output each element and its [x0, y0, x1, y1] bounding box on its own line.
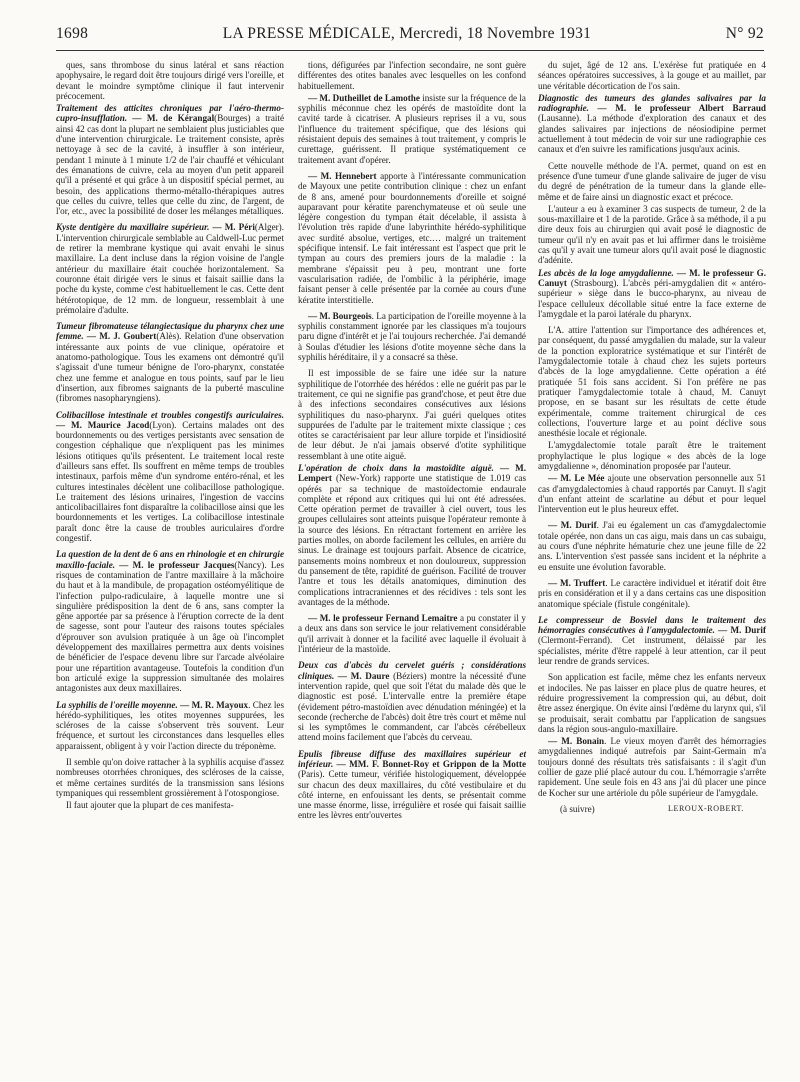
article — [298, 660, 526, 742]
article-body: . Le vieux moyen d'arrêt des hémorragies amygdaliennes indiqué autrefois par Saint-Germain m'a toujours donné des résultats très satisfaisants : il s'agit d'un collier de gaze plié placé autour du cou. L'hémorragie s'arrête rapidement. Une seule fois en 43 ans j'ai dû placer une pince de Kocher sur une artériole du pôle supérieur de l'amygdale. — [538, 736, 766, 798]
article-heading: Colibacillose intestinale et troubles congestifs auriculaires. — — [56, 409, 284, 430]
article-body: apporte à l'intéressante communication de Mayoux une petite contribution clinique : chez un enfant de 8 ans, amené pour bourdonnements d'oreille et soigné auparavant pour kératite parenchymateuse et où seule une légère congestion du tympan était décelable, il assista à l'évolution très rapide d'une labyrinthite hérédo-syphilitique avec surdité absolue, vertiges, etc.… malgré un traitement spécifique intensif. Le fait intéressant est l'aspect que prit le tympan au cours des premiers jours de la maladie : la membrane s'épaissit peu à peu, montrant une forte vascularisation radiée, de l'ombilic à la périphérie, image faisant penser à celle présentée par la cornée au cours d'une kératite interstitielle. — [298, 170, 526, 305]
article-body: . J'ai eu également un cas d'amygdalectomie totale opérée, non dans un cas aigu, mais dans un cas subaigu, au cours d'une néphrite hématurie chez une jeune fille de 22 ans. L'intervention s'est passée sans incident et la néphrite a eu ensuite une évolution favorable. — [538, 520, 767, 572]
article-body: a pu constater il y a deux ans dans son service le jour relativement considérable qu'il arrivait à donner et la facilité avec laquelle il évoluait à l'intérieur de la mastoïde. — [298, 613, 526, 655]
article-heading: La syphilis de l'oreille moyenne. — — [56, 699, 192, 710]
continuation-note: (à suivre) — [560, 803, 595, 814]
article-author: M. de Kérangal — [146, 113, 215, 124]
article — [538, 736, 766, 798]
article — [298, 613, 526, 654]
article-author: MM. F. Bonnet-Roy et Grippon de la Motte — [349, 759, 526, 769]
paragraph: L'auteur a eu à examiner 3 cas suspects de tumeur, 2 de la sous-maxillaire et 1 de la parotide. Grâce à sa méthode, il a pu dire deux fois au chirurgien qui avait posé le diagnostic de tumeur qu'il n'y en avait pas et lui affirmer dans le troisième cas qu'il y avait une tumeur alors qu'il avait posé le diagnostic d'adénite. — [538, 203, 766, 266]
article — [538, 578, 766, 609]
article-heading: L'opération de choix dans la mastoïdite aiguë. — — [298, 462, 516, 473]
author-signature: LEROUX-ROBERT. — [668, 803, 744, 813]
article-body: (Lausanne). La méthode d'exploration des canaux et des glandes salivaires par injections de néosiodipine permet actuellement à tout médecin de voir sur une radiographie ces canaux et d'en suivre les ramifications jusqu'aux acinis. — [538, 113, 766, 155]
column-3 — [538, 60, 766, 814]
journal-title: LA PRESSE MÉDICALE, Mercredi, 18 Novembre 1931 — [222, 25, 592, 42]
paragraph: tions, défigurées par l'infection secondaire, ne sont guère différentes des otites banales avec lesquelles on les confond habituellement. — [298, 60, 526, 91]
article-body: . Chez les hérédo-syphilitiques, les otites moyennes suppurées, les scléroses de la caisse s'observent très souvent. Leur fréquence, et surtout les circonstances dans lesquelles elles apparaissent, obligent à y voir l'action directe du tréponème. — [56, 699, 285, 751]
article-author: — M. Bonain — [548, 736, 605, 747]
article-author: — M. Hennebert — [308, 170, 377, 181]
article-author: M. le professeur G. Canuyt — [538, 267, 766, 288]
article-body: (Béziers) montre la nécessité d'une intervention rapide, quel que soit l'état du malade dès que le diagnostic est posé. L'intervalle entre la première étape (évidement pétro-mastoïdien avec dénudation méningée) et la seconde (recherche de l'abcès) doit être très court et même nul si les symptômes le commandent, car l'abcès cérébelleux attend moins facilement que l'abcès du cerveau. — [298, 670, 526, 743]
article-heading: Kyste dentigère du maxillaire supérieur. — — [56, 222, 225, 233]
article — [56, 410, 284, 544]
article-heading: Deux cas d'abcès du cervelet guéris ; considérations cliniques. — — [298, 660, 526, 681]
article-body: insiste sur la fréquence de la syphilis méconnue chez les opérés de mastoïdite dont la cavité tarde à cicatriser. A plusieurs reprises il a vu, sous l'influence du traitement spécifique, que des lésions qui résistaient depuis des semaines à tout traitement, y compris le curettage, guérissent. Il pratique systématiquement ce traitement avant d'opérer. — [298, 92, 526, 165]
article — [538, 268, 766, 319]
article-body: (Lyon). Certains malades ont des bourdonnements ou des vertiges persistants avec sensation de congestion céphalique que n'expliquent pas les minimes lésions otitiques qu'ils présentent. Le traitement local reste d'ailleurs sans effet. Ils souffrent en même temps de troubles intestinaux, parfois même d'un syndrome entéro-rénal, et les cultures intestinales décèlent une colibacillose pathologique. Le traitement des lésions urinaires, l'ingestion de vaccins anticolibacillaires font disparaître la colibacillose ainsi que les bourdonnements et les vertiges. La colibacillose intestinale paraît donc être la cause de troubles auriculaires d'ordre congestif. — [56, 419, 285, 544]
article — [298, 749, 526, 821]
article-author: M. Maurice Jacod — [70, 419, 150, 430]
article-heading: Tumeur fibromateuse télangiectasique du pharynx chez une femme. — — [56, 321, 284, 342]
article-author: M. R. Mayoux — [191, 699, 249, 710]
article-author: — M. Dutheillet de Lamothe — [308, 92, 420, 103]
continuation-line — [538, 804, 766, 814]
paragraph: du sujet, âgé de 12 ans. L'exérèse fut pratiquée en 4 séances opératoires successives, à la gouge et au maillet, par une véritable décortication de l'os sain. — [538, 60, 766, 91]
article — [538, 473, 766, 514]
paragraph: Il faut ajouter que la plupart de ces manifesta- — [66, 800, 234, 811]
article — [56, 103, 284, 216]
article-author: M. le professeur Jacques — [132, 559, 235, 570]
article — [56, 222, 284, 315]
article-author: M. Lempert — [298, 462, 526, 484]
article-body: (Clermont-Ferrand). Cet instrument, délaissé par les spécialistes, mérite d'être rappelé à leur attention, car il peut leur rendre de grands services. — [538, 635, 766, 667]
article — [298, 93, 526, 165]
paragraph: Cette nouvelle méthode de l'A. permet, quand on est en présence d'une tumeur d'une glande salivaire de juger de visu du degré de pénétration de la tumeur dans la glande elle-même et de faire ainsi un diagnostic exact et précoce. — [538, 160, 766, 202]
issue-number: N° 92 — [725, 25, 764, 42]
article — [56, 700, 284, 751]
article-body: (Strasbourg). L'abcès péri-amygdalien dit « antéro-supérieur » siège dans le bucco-pharynx, au niveau de l'espace celluleux décollable situé entre la face externe de l'amygdale et la paroi latérale du pharynx. — [538, 277, 766, 319]
page-number: 1698 — [56, 25, 89, 42]
article-heading: Traitement des atticites chroniques par l'aéro-thermo-cupro-insufflation. — — [56, 103, 284, 124]
article-author: M. Durif — [730, 625, 766, 636]
article-author: — M. Bourgeois — [308, 310, 372, 321]
article-heading: La question de la dent de 6 ans en rhinologie et en chirurgie maxillo-faciale. — — [56, 549, 284, 570]
article — [298, 463, 526, 607]
article-body: . Le caractère individuel et itératif doit être pris en considération et il y a dans certains cas une disposition anatomique spéciale (fistule congénitale). — [538, 577, 766, 609]
article-body: (Bourges) a traité ainsi 42 cas dont la plupart ne semblaient plus justiciables que d'une intervention chirurgicale. Le traitement consiste, après nettoyage à sec de la cavité, à insuffler à son intérieur, pendant 1 minute à 1 minute 1/2 de l'air chauffé et véhiculant des émanations de cuivre, cela au moyen d'un petit appareil qu'il a présenté et qui grâce à un dispositif spécial permet, au besoin, des applications thermo-métallo-thérapiques autres que celles du cuivre, telles que celle du zinc, de l'argent, de l'or, etc., avec la possibilité de doser les mélanges métalliques. — [56, 113, 284, 217]
paragraph: ques, sans thrombose du sinus latéral et sans réaction apophysaire, le regard doit être toujours dirigé vers l'oreille, et devant le moindre symptôme clinique il faut intervenir précocement. — [56, 60, 284, 101]
article — [538, 93, 766, 155]
masthead — [56, 25, 764, 45]
column-2 — [298, 60, 526, 827]
article-author: M. Péri — [224, 222, 255, 233]
article-body: ajoute une observation personnelle aux 51 cas d'amygdalectomies à chaud rapportés par Canuyt. Il s'agit d'un enfant atteint de scarlatine au début et pour lequel l'intervention eut le plus heureux effet. — [538, 473, 767, 515]
paragraph: L'amygdalectomie totale paraît être le traitement prophylactique le plus logique « des abcès de la loge amygdalienne », dénomination proposée par l'auteur. — [538, 440, 766, 471]
paragraph: Il est impossible de se faire une idée sur la nature syphilitique de l'otorrhée des hérédos : elle ne guérit pas par le traitement, ce qui ne signifie pas grand'chose, et peut être due à des infections secondaires consécutives aux lésions syphilitiques du naso-pharynx. J'ai guéri quelques otites suppurées de l'adulte par le traitement mixte classique ; ces otites se caractérisaient par leur allure torpide et l'insidiosité de leur début. Je n'ai jamais observé d'otite syphilitique ressemblant à une otite aiguë. — [298, 368, 526, 461]
article-heading: Le compresseur de Bosviel dans le traitement des hémorragies consécutives à l'amygdalectomie. — — [538, 614, 766, 636]
article-author: M. J. Goubert — [99, 331, 157, 342]
paragraph: L'A. attire l'attention sur l'importance des adhérences et, par conséquent, du passé amygdalien du malade, sur la valeur de la ponction exploratrice systématique et sur l'intérêt de l'amygdalectomie totale à chaud chez les sujets porteurs d'abcès de la loge amygdalienne. Cette opération a été pratiquée 51 fois sans accident. Si l'on préfère ne pas pratiquer l'amygdalectomie totale à chaud, M. Canuyt propose, en se basant sur les résultats de cette étude expérimentale, comme traitement chirurgical de ces collections, l'ouverture large et au point déclive sous anesthésie locale et régionale. — [538, 325, 766, 439]
article-author: — M. le professeur Fernand Lemaitre — [308, 613, 458, 624]
article-author: — M. Truffert — [548, 577, 606, 588]
article-author: M. le professeur Albert Barraud — [615, 103, 766, 114]
article-body: (Paris). Cette tumeur, vérifiée histologiquement, développée sur chacun des deux maxillaires, du côté vestibulaire et du côté interne, en enfouissant les dents, se présentait comme une masse énorme, lisse, irrégulière et rosée qui faisait saillie entre les lèvres entr'ouvertes — [298, 769, 526, 821]
article-body: (Alès). Relation d'une observation intéressante aux points de vue clinique, opératoire et anatomo-pathologique. Tous les examens ont démontré qu'il s'agissait d'une tumeur bénigne de l'oro-pharynx, constatée chez une femme et analogue en tous points, sauf par le lieu d'insertion, aux fibromes saignants de la puberté masculine (fibromes nasopharyngiens). — [56, 331, 284, 404]
article-author: — M. Durif — [548, 520, 597, 531]
article — [56, 321, 284, 403]
article-body: (Nancy). Les risques de contamination de l'antre maxillaire à la mâchoire du haut et à la mandibule, de propagation ostéomyélitique de l'infection pulpo-radiculaire, à laquelle montre une si singulière prédisposition la dent de 6 ans, sans compter la gêne apportée par sa présence à l'éruption correcte de la dent de sagesse, sont pour l'auteur des raisons toutes spéciales d'éprouver son avulsion pratiquée à un âge où l'incomplet développement des maxillaires permettra aux dents voisines de bénéficier de l'espace devenu libre sur l'arcade alvéolaire pour une répartition avantageuse. Toutefois la condition d'un bon articulé exige la suppression simultanée des molaires antagonistes aux deux maxillaires. — [56, 559, 284, 694]
article — [538, 615, 766, 666]
article-author: M. Daure — [350, 670, 390, 681]
header-rule — [56, 50, 764, 51]
article-body: (New-York) rapporte une statistique de 1.019 cas opérés par sa technique de mastoïdectomie endaurale complète et répond aux critiques qui lui ont été adressées. Cette opération permet de travailler à ciel ouvert, tous les groupes cellulaires sont atteints puisque l'opérateur remonte à la source des lésions. En rétractant fortement en arrière les parties molles, on aborde facilement les cellules, en arrière du sinus. Le drainage est toujours parfait. Absence de cicatrice, pansements moins nombreux et non douloureux, suppression du pansement de tête, rapidité de guérison. Facilité de trouver l'antre et tous les détails anatomiques, diminution des complications intracraniennes et des récidives : tels sont les avantages de la méthode. — [298, 473, 526, 607]
article-heading: Les abcès de la loge amygdalienne. — — [538, 267, 690, 278]
article — [298, 311, 526, 362]
column-1 — [56, 60, 284, 812]
article-body: (Alger). L'intervention chirurgicale semblable au Caldwell-Luc permet de retirer la membrane kystique qui avait envahi le sinus maxillaire. La dent incluse dans la région voisine de l'angle antérieur du maxillaire était couchée horizontalement. Sa couronne était dirigée vers le sinus et faisait saillie dans la poche du kyste, comme c'est habituellement le cas. Cette dent hétérotopique, de 12 mm. de longueur, ressemblait à une prémolaire d'adulte. — [56, 222, 284, 315]
article — [56, 549, 284, 693]
article — [538, 520, 766, 571]
article-body: . La participation de l'oreille moyenne à la syphilis constamment ignorée par les classiques m'a toujours paru digne d'intérêt et je l'ai toujours recherchée. J'ai demandé à Soulas d'étudier les lésions d'otite moyenne sèche dans la syphilis héréditaire, il y a consacré sa thèse. — [298, 310, 527, 363]
article-heading: Diagnostic des tumeurs des glandes salivaires par la radiographie. — — [538, 92, 766, 114]
paragraph: Il semble qu'on doive rattacher à la syphilis acquise d'assez nombreuses otorrhées chroniques, des scléroses de la caisse, et même certaines surdités de la transmission sans lésions tympaniques qui ressemblent grossièrement à l'otospongiose. — [56, 757, 284, 798]
paragraph: Son application est facile, même chez les enfants nerveux et indociles. Ne pas laisser en place plus de quatre heures, et réduire progressivement la compression qui, au début, doit être assez énergique. On évite ainsi l'œdème du larynx qui, s'il se produisait, serait combattu par l'application de sangsues dans la région sous-angulo-maxillaire. — [538, 672, 766, 734]
article-author: — M. Le Mée — [548, 473, 605, 484]
article — [298, 171, 526, 305]
article-heading: Epulis fibreuse diffuse des maxillaires supérieur et inférieur. — — [298, 748, 526, 769]
